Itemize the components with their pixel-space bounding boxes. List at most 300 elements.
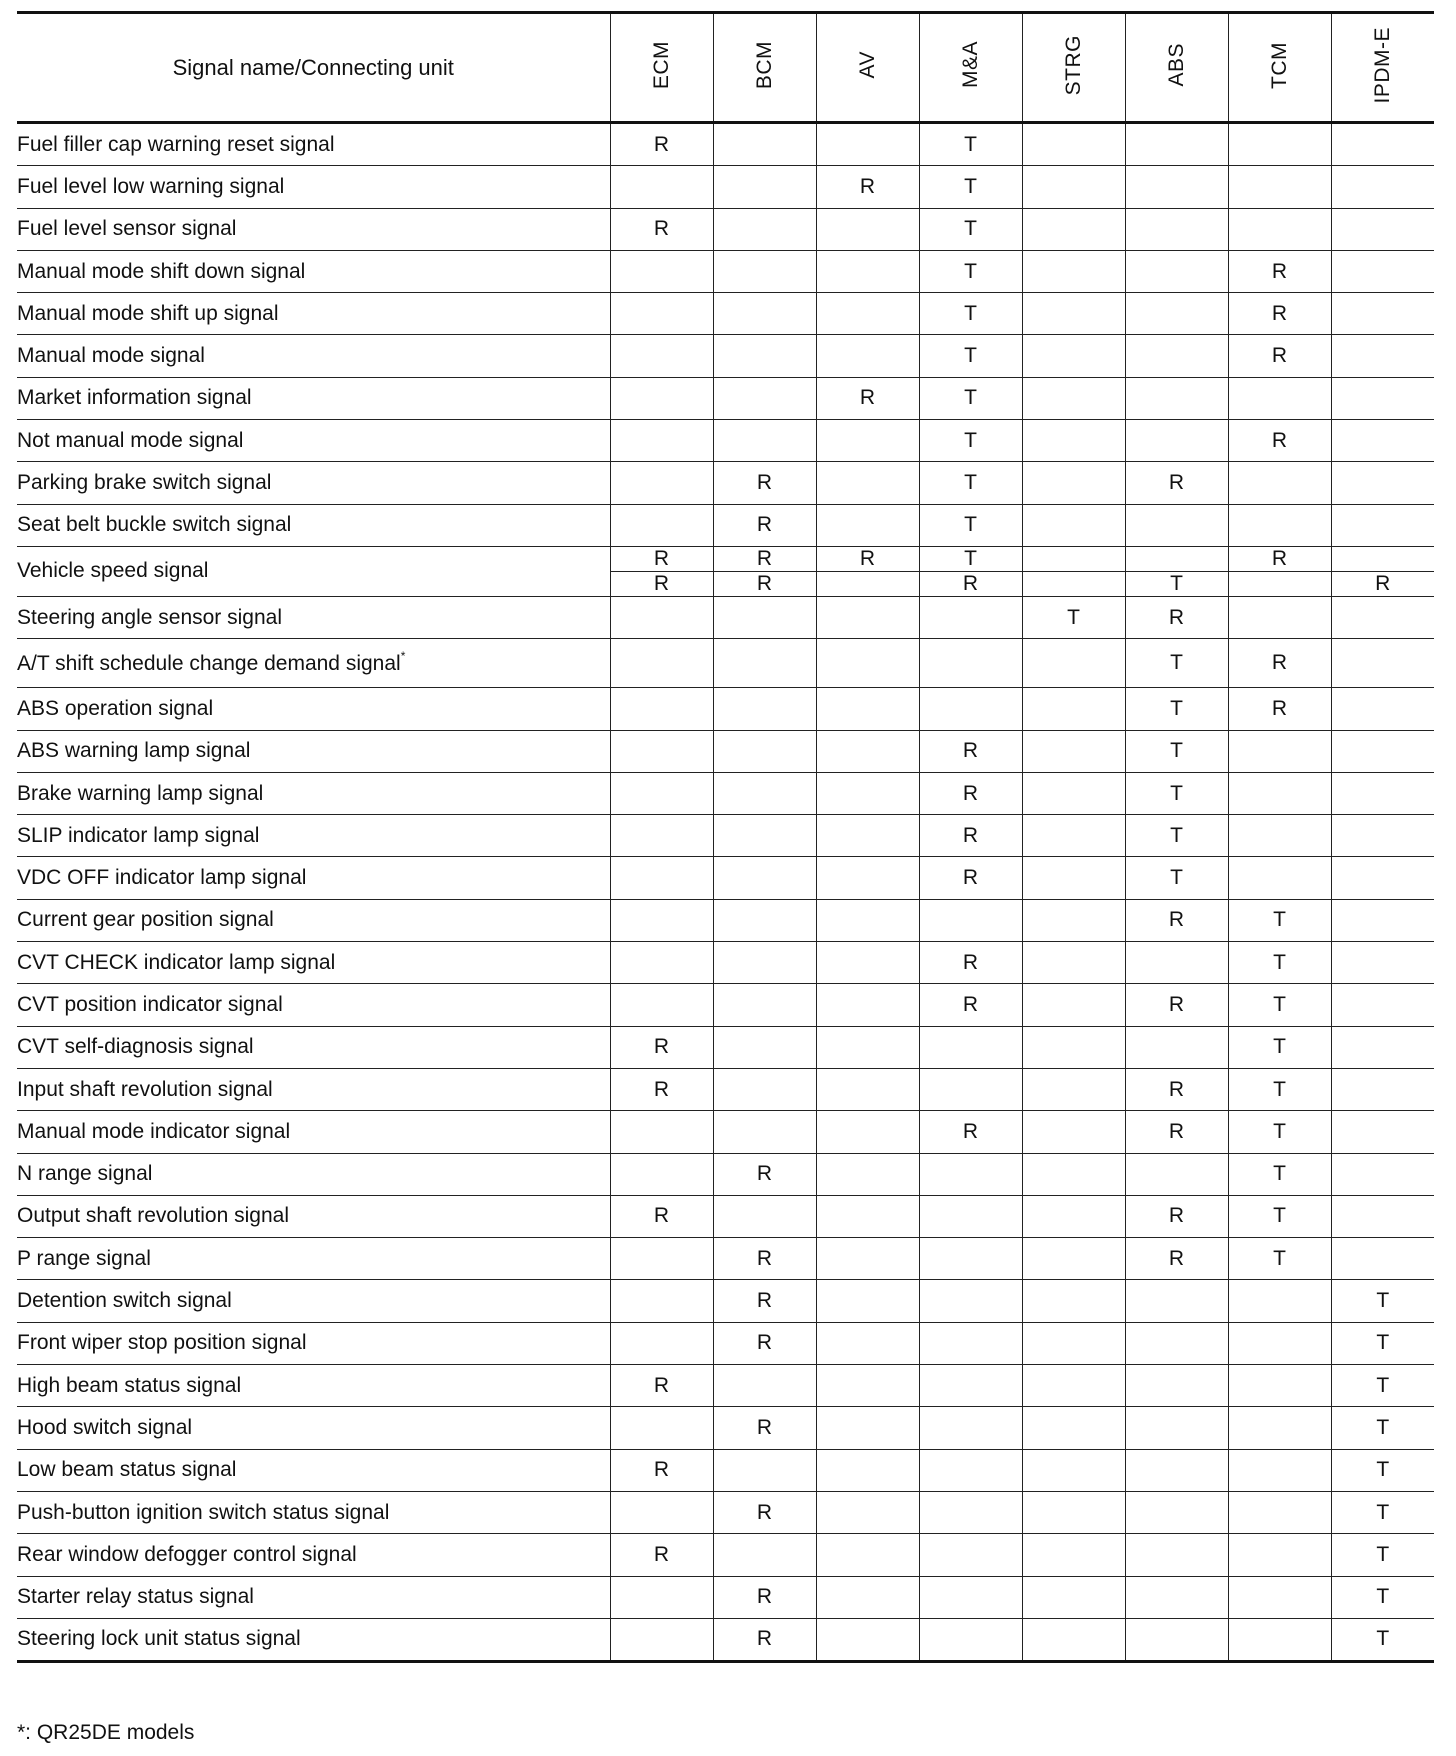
unit-cell-abs: T: [1125, 639, 1228, 688]
signal-name: Fuel filler cap warning reset signal: [17, 132, 335, 156]
unit-cell-ipdm-e: T: [1331, 1491, 1434, 1533]
unit-cell-m-a: T: [919, 377, 1022, 419]
unit-cell-ecm: [610, 772, 713, 814]
unit-cell-abs: [1125, 1280, 1228, 1322]
unit-cell-ipdm-e: [1331, 293, 1434, 335]
unit-cell-av: [816, 1365, 919, 1407]
signal-name-cell: [17, 639, 610, 688]
signal-name-cell: [17, 1280, 610, 1322]
unit-cell-ecm: [610, 1280, 713, 1322]
unit-cell-tcm: [1228, 596, 1331, 638]
unit-cell-bcm: R: [713, 1618, 816, 1661]
unit-cell-ecm: [610, 250, 713, 292]
table-row: [17, 1153, 1434, 1195]
signal-name-cell: [17, 1026, 610, 1068]
table-row: [17, 1407, 1434, 1449]
unit-cell-ipdm-e: [1331, 1026, 1434, 1068]
unit-cell-ipdm-e: T: [1331, 1322, 1434, 1364]
unit-cell-strg: [1022, 462, 1125, 504]
table-row: [17, 1238, 1434, 1280]
signal-name: Manual mode shift down signal: [17, 259, 306, 283]
unit-cell-m-a: [919, 1449, 1022, 1491]
unit-cell-bcm: [713, 335, 816, 377]
unit-cell-tcm: [1228, 1618, 1331, 1661]
signal-name: A/T shift schedule change demand signal: [17, 651, 401, 675]
unit-cell-strg: [1022, 1280, 1125, 1322]
unit-cell-ipdm-e: [1331, 815, 1434, 857]
unit-cell-abs: [1125, 546, 1228, 571]
signal-name-cell: [17, 504, 610, 546]
unit-cell-ecm: [610, 462, 713, 504]
unit-cell-m-a: R: [919, 772, 1022, 814]
unit-cell-ipdm-e: [1331, 772, 1434, 814]
unit-cell-abs: [1125, 1322, 1228, 1364]
signal-name-cell: [17, 596, 610, 638]
unit-cell-ecm: [610, 1491, 713, 1533]
unit-cell-av: [816, 1491, 919, 1533]
unit-cell-strg: [1022, 1491, 1125, 1533]
unit-cell-ipdm-e: [1331, 1068, 1434, 1110]
signal-name-cell: [17, 377, 610, 419]
unit-cell-m-a: T: [919, 123, 1022, 166]
unit-header-av: [816, 13, 919, 123]
unit-cell-m-a: [919, 1322, 1022, 1364]
table-row: [17, 546, 1434, 571]
signal-name: Not manual mode signal: [17, 428, 244, 452]
unit-cell-av: [816, 571, 919, 596]
unit-cell-abs: [1125, 250, 1228, 292]
unit-cell-m-a: [919, 1534, 1022, 1576]
unit-cell-bcm: [713, 1111, 816, 1153]
unit-cell-ecm: R: [610, 1449, 713, 1491]
unit-cell-abs: R: [1125, 1238, 1228, 1280]
unit-cell-strg: [1022, 123, 1125, 166]
unit-cell-bcm: [713, 730, 816, 772]
signal-name: ABS operation signal: [17, 696, 214, 720]
unit-cell-m-a: [919, 688, 1022, 730]
unit-cell-bcm: [713, 1534, 816, 1576]
unit-header-strg: [1022, 13, 1125, 123]
unit-cell-abs: [1125, 504, 1228, 546]
unit-cell-tcm: T: [1228, 1153, 1331, 1195]
unit-cell-av: [816, 335, 919, 377]
unit-cell-av: [816, 1068, 919, 1110]
unit-cell-strg: [1022, 1026, 1125, 1068]
signal-name: Seat belt buckle switch signal: [17, 513, 292, 537]
unit-header-label: ECM: [649, 40, 673, 90]
unit-header-label: STRG: [1061, 34, 1085, 96]
unit-cell-ipdm-e: [1331, 688, 1434, 730]
unit-cell-ecm: [610, 1322, 713, 1364]
signal-name: Current gear position signal: [17, 908, 274, 932]
unit-cell-ecm: R: [610, 1534, 713, 1576]
unit-cell-m-a: [919, 899, 1022, 941]
unit-cell-ipdm-e: [1331, 1195, 1434, 1237]
unit-header-label: M&A: [958, 41, 982, 89]
unit-cell-abs: T: [1125, 772, 1228, 814]
unit-cell-abs: R: [1125, 462, 1228, 504]
unit-cell-m-a: R: [919, 815, 1022, 857]
unit-cell-m-a: [919, 1576, 1022, 1618]
unit-cell-ipdm-e: [1331, 123, 1434, 166]
unit-cell-tcm: R: [1228, 335, 1331, 377]
unit-cell-m-a: [919, 1491, 1022, 1533]
signal-name-cell: [17, 1365, 610, 1407]
unit-cell-strg: [1022, 1238, 1125, 1280]
table-row: [17, 1195, 1434, 1237]
unit-cell-ecm: R: [610, 123, 713, 166]
signal-name: Steering angle sensor signal: [17, 605, 283, 629]
unit-cell-av: [816, 730, 919, 772]
unit-cell-tcm: [1228, 571, 1331, 596]
signal-name-cell: [17, 335, 610, 377]
unit-cell-tcm: R: [1228, 688, 1331, 730]
unit-cell-abs: T: [1125, 571, 1228, 596]
unit-cell-bcm: [713, 1195, 816, 1237]
unit-cell-av: R: [816, 166, 919, 208]
unit-cell-tcm: [1228, 1491, 1331, 1533]
unit-cell-tcm: [1228, 1322, 1331, 1364]
signal-name-cell: [17, 772, 610, 814]
unit-cell-bcm: [713, 772, 816, 814]
unit-cell-ecm: [610, 730, 713, 772]
signal-name: VDC OFF indicator lamp signal: [17, 866, 307, 890]
table-row: [17, 688, 1434, 730]
signal-name: P range signal: [17, 1246, 151, 1270]
unit-cell-ecm: [610, 504, 713, 546]
footnote: *: QR25DE models: [17, 1721, 195, 1744]
table-row: [17, 772, 1434, 814]
signal-name: CVT self-diagnosis signal: [17, 1035, 254, 1059]
unit-cell-strg: T: [1022, 596, 1125, 638]
signal-name-cell: [17, 1195, 610, 1237]
unit-cell-ipdm-e: T: [1331, 1576, 1434, 1618]
unit-cell-av: [816, 123, 919, 166]
unit-cell-strg: [1022, 1534, 1125, 1576]
unit-cell-m-a: R: [919, 571, 1022, 596]
unit-cell-m-a: [919, 596, 1022, 638]
signal-name-cell: [17, 1407, 610, 1449]
signal-name: Push-button ignition switch status signal: [17, 1500, 390, 1524]
unit-cell-tcm: R: [1228, 639, 1331, 688]
unit-cell-strg: [1022, 1449, 1125, 1491]
signal-name: Brake warning lamp signal: [17, 781, 264, 805]
unit-cell-strg: [1022, 377, 1125, 419]
unit-header-label: AV: [855, 51, 879, 79]
unit-cell-tcm: R: [1228, 293, 1331, 335]
unit-cell-abs: R: [1125, 984, 1228, 1026]
unit-cell-tcm: [1228, 815, 1331, 857]
unit-cell-ecm: [610, 166, 713, 208]
unit-cell-strg: [1022, 984, 1125, 1026]
unit-cell-strg: [1022, 208, 1125, 250]
unit-cell-abs: T: [1125, 688, 1228, 730]
unit-cell-bcm: R: [713, 1407, 816, 1449]
unit-cell-bcm: R: [713, 1280, 816, 1322]
signal-name-cell: [17, 1322, 610, 1364]
signal-name: CVT CHECK indicator lamp signal: [17, 950, 336, 974]
unit-header-label: ABS: [1164, 43, 1188, 87]
signal-name: Output shaft revolution signal: [17, 1204, 289, 1228]
signal-name-cell: [17, 1111, 610, 1153]
unit-cell-ecm: [610, 420, 713, 462]
unit-header-bcm: [713, 13, 816, 123]
unit-cell-m-a: T: [919, 546, 1022, 571]
unit-cell-strg: [1022, 1111, 1125, 1153]
unit-cell-av: [816, 1238, 919, 1280]
unit-cell-av: [816, 596, 919, 638]
unit-cell-bcm: R: [713, 1153, 816, 1195]
table-row: [17, 208, 1434, 250]
unit-cell-m-a: [919, 1365, 1022, 1407]
unit-cell-ipdm-e: [1331, 462, 1434, 504]
signal-name: Fuel level sensor signal: [17, 217, 237, 241]
table-row: [17, 504, 1434, 546]
table-row: [17, 899, 1434, 941]
signal-name-cell: [17, 1238, 610, 1280]
unit-cell-ecm: [610, 377, 713, 419]
unit-cell-tcm: [1228, 1365, 1331, 1407]
unit-header-ipdm-e: [1331, 13, 1434, 123]
unit-cell-abs: [1125, 1407, 1228, 1449]
table-body: [17, 123, 1434, 1662]
unit-cell-m-a: T: [919, 420, 1022, 462]
unit-cell-strg: [1022, 639, 1125, 688]
unit-cell-abs: [1125, 1153, 1228, 1195]
signal-name-cell: [17, 293, 610, 335]
unit-cell-abs: [1125, 208, 1228, 250]
signal-name-cell: [17, 688, 610, 730]
unit-cell-av: [816, 688, 919, 730]
signal-name-cell: [17, 730, 610, 772]
unit-cell-ipdm-e: [1331, 596, 1434, 638]
unit-cell-strg: [1022, 250, 1125, 292]
unit-cell-abs: R: [1125, 899, 1228, 941]
unit-cell-ecm: R: [610, 1068, 713, 1110]
unit-cell-ecm: [610, 639, 713, 688]
table-row: [17, 166, 1434, 208]
unit-cell-ecm: [610, 335, 713, 377]
unit-cell-ecm: [610, 899, 713, 941]
signal-name-cell: [17, 899, 610, 941]
table-row: [17, 1449, 1434, 1491]
unit-cell-av: [816, 250, 919, 292]
unit-cell-av: [816, 639, 919, 688]
unit-cell-abs: [1125, 377, 1228, 419]
unit-cell-tcm: T: [1228, 1238, 1331, 1280]
unit-cell-ipdm-e: [1331, 335, 1434, 377]
unit-cell-bcm: R: [713, 504, 816, 546]
unit-cell-ecm: [610, 1111, 713, 1153]
unit-cell-tcm: [1228, 1280, 1331, 1322]
unit-cell-m-a: [919, 1280, 1022, 1322]
unit-cell-av: [816, 942, 919, 984]
unit-cell-bcm: [713, 123, 816, 166]
unit-cell-av: [816, 1407, 919, 1449]
signal-name: Input shaft revolution signal: [17, 1077, 273, 1101]
unit-cell-tcm: [1228, 166, 1331, 208]
unit-cell-strg: [1022, 899, 1125, 941]
unit-cell-ipdm-e: T: [1331, 1618, 1434, 1661]
unit-cell-abs: R: [1125, 1068, 1228, 1110]
signal-name: Market information signal: [17, 386, 252, 410]
table-row: [17, 123, 1434, 166]
unit-cell-ipdm-e: [1331, 942, 1434, 984]
unit-cell-bcm: [713, 1026, 816, 1068]
unit-cell-tcm: [1228, 730, 1331, 772]
unit-cell-bcm: [713, 942, 816, 984]
signal-name-cell: [17, 1576, 610, 1618]
unit-cell-m-a: [919, 1068, 1022, 1110]
unit-cell-abs: [1125, 166, 1228, 208]
unit-cell-ipdm-e: [1331, 166, 1434, 208]
unit-cell-m-a: R: [919, 1111, 1022, 1153]
table-row: [17, 1618, 1434, 1661]
unit-cell-strg: [1022, 420, 1125, 462]
table-row: [17, 1280, 1434, 1322]
table-row: [17, 639, 1434, 688]
signal-name: Manual mode shift up signal: [17, 301, 279, 325]
unit-cell-m-a: [919, 1153, 1022, 1195]
signal-name: Manual mode signal: [17, 344, 205, 368]
unit-header-label: IPDM-E: [1370, 26, 1394, 104]
unit-cell-ecm: R: [610, 571, 713, 596]
header-row: [17, 13, 1434, 123]
unit-cell-ipdm-e: T: [1331, 1534, 1434, 1576]
unit-cell-strg: [1022, 335, 1125, 377]
signal-name: Vehicle speed signal: [17, 559, 209, 583]
unit-cell-ecm: [610, 1576, 713, 1618]
unit-cell-abs: [1125, 1534, 1228, 1576]
signal-name-cell: [17, 1068, 610, 1110]
unit-cell-ipdm-e: [1331, 984, 1434, 1026]
unit-cell-strg: [1022, 571, 1125, 596]
unit-cell-m-a: T: [919, 504, 1022, 546]
table-row: [17, 1068, 1434, 1110]
unit-cell-bcm: [713, 420, 816, 462]
unit-cell-ipdm-e: [1331, 420, 1434, 462]
signal-name-cell: [17, 166, 610, 208]
unit-cell-abs: [1125, 1449, 1228, 1491]
unit-cell-bcm: [713, 857, 816, 899]
unit-cell-tcm: T: [1228, 942, 1331, 984]
signal-name-cell: [17, 462, 610, 504]
signal-name-cell: [17, 208, 610, 250]
unit-cell-tcm: [1228, 462, 1331, 504]
unit-cell-ecm: [610, 293, 713, 335]
signal-name: CVT position indicator signal: [17, 992, 283, 1016]
unit-cell-m-a: [919, 1618, 1022, 1661]
unit-cell-ipdm-e: T: [1331, 1407, 1434, 1449]
unit-cell-bcm: R: [713, 1238, 816, 1280]
unit-cell-ipdm-e: [1331, 899, 1434, 941]
unit-cell-av: [816, 1534, 919, 1576]
unit-cell-ecm: [610, 596, 713, 638]
unit-cell-abs: R: [1125, 1111, 1228, 1153]
unit-cell-tcm: T: [1228, 1111, 1331, 1153]
unit-cell-ecm: [610, 857, 713, 899]
unit-cell-bcm: [713, 1449, 816, 1491]
unit-cell-bcm: [713, 984, 816, 1026]
signal-name-cell: [17, 815, 610, 857]
unit-cell-av: [816, 462, 919, 504]
unit-cell-av: [816, 1153, 919, 1195]
table-row: [17, 377, 1434, 419]
unit-cell-abs: [1125, 1618, 1228, 1661]
unit-cell-tcm: [1228, 1407, 1331, 1449]
signal-name-cell: [17, 1618, 610, 1661]
unit-cell-tcm: [1228, 1534, 1331, 1576]
unit-cell-tcm: R: [1228, 250, 1331, 292]
table-row: [17, 462, 1434, 504]
unit-cell-abs: T: [1125, 815, 1228, 857]
unit-cell-av: [816, 1322, 919, 1364]
unit-cell-strg: [1022, 1618, 1125, 1661]
unit-cell-m-a: T: [919, 166, 1022, 208]
unit-cell-ecm: R: [610, 1026, 713, 1068]
unit-cell-abs: [1125, 420, 1228, 462]
unit-cell-bcm: R: [713, 546, 816, 571]
unit-cell-bcm: R: [713, 571, 816, 596]
unit-cell-bcm: [713, 1068, 816, 1110]
table-row: [17, 730, 1434, 772]
unit-cell-tcm: [1228, 504, 1331, 546]
signal-name-cell: [17, 984, 610, 1026]
table-row: [17, 1576, 1434, 1618]
unit-cell-ecm: [610, 1618, 713, 1661]
unit-cell-strg: [1022, 942, 1125, 984]
unit-cell-tcm: T: [1228, 899, 1331, 941]
unit-cell-m-a: T: [919, 250, 1022, 292]
signal-name: Fuel level low warning signal: [17, 174, 285, 198]
unit-cell-ecm: [610, 1407, 713, 1449]
unit-cell-av: [816, 815, 919, 857]
unit-cell-av: [816, 984, 919, 1026]
unit-cell-abs: [1125, 1576, 1228, 1618]
unit-cell-tcm: [1228, 377, 1331, 419]
signal-name: Rear window defogger control signal: [17, 1542, 357, 1566]
unit-cell-m-a: T: [919, 293, 1022, 335]
unit-cell-strg: [1022, 772, 1125, 814]
unit-cell-m-a: T: [919, 462, 1022, 504]
unit-cell-ecm: R: [610, 546, 713, 571]
unit-cell-bcm: R: [713, 462, 816, 504]
unit-cell-av: [816, 899, 919, 941]
table-row: [17, 1491, 1434, 1533]
unit-cell-abs: R: [1125, 596, 1228, 638]
unit-cell-ipdm-e: [1331, 546, 1434, 571]
unit-cell-m-a: R: [919, 730, 1022, 772]
unit-cell-ecm: [610, 688, 713, 730]
unit-cell-tcm: [1228, 208, 1331, 250]
signal-name: Manual mode indicator signal: [17, 1119, 291, 1143]
unit-cell-av: R: [816, 546, 919, 571]
unit-header-ma: [919, 13, 1022, 123]
unit-cell-bcm: [713, 596, 816, 638]
unit-cell-av: [816, 1026, 919, 1068]
unit-cell-bcm: R: [713, 1491, 816, 1533]
signal-name-cell: [17, 942, 610, 984]
unit-cell-m-a: R: [919, 942, 1022, 984]
unit-cell-ecm: R: [610, 1195, 713, 1237]
unit-cell-bcm: [713, 1365, 816, 1407]
unit-cell-av: [816, 208, 919, 250]
unit-cell-tcm: T: [1228, 1195, 1331, 1237]
signal-name: Starter relay status signal: [17, 1585, 254, 1609]
unit-cell-abs: [1125, 1491, 1228, 1533]
signal-name: Parking brake switch signal: [17, 471, 272, 495]
table-row: [17, 335, 1434, 377]
